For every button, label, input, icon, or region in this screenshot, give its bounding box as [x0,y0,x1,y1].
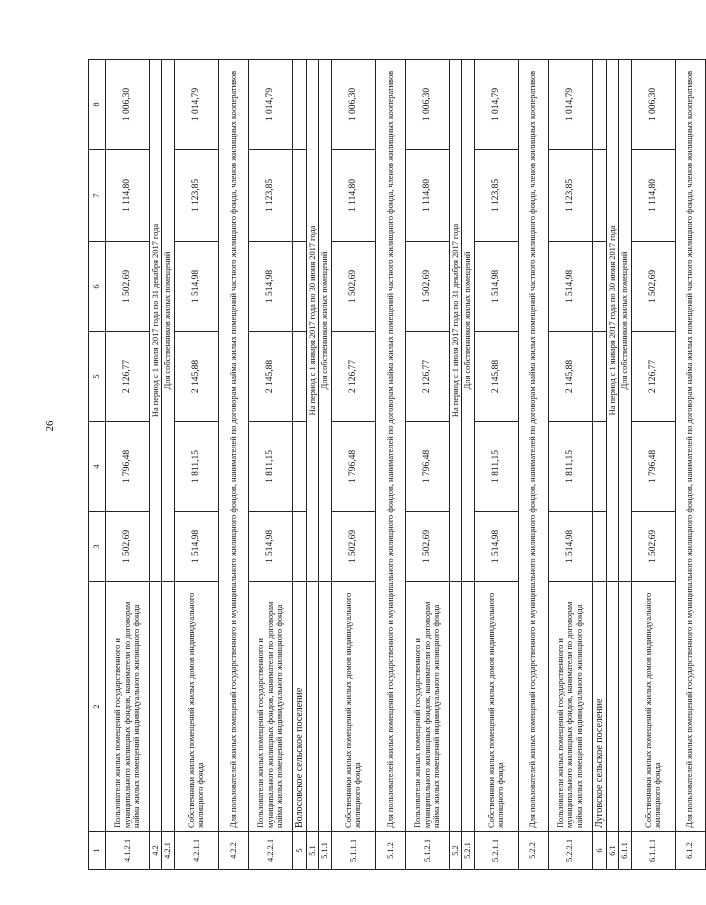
empty-cell [292,150,306,242]
table-row [606,60,618,870]
row-number: 4.2.1.1 [174,832,218,870]
table-row [174,60,218,870]
value-cell: 1 514,98 [174,242,218,332]
table-row [375,60,405,870]
value-cell: 2 145,88 [174,332,218,422]
value-cell: 1 114,80 [106,150,150,242]
row-number: 6.1 [606,832,618,870]
row-number: 4.2.2 [218,832,248,870]
value-cell: 1 502,69 [631,512,675,582]
empty-cell [592,512,606,582]
table-row [292,60,306,870]
table-row [218,60,248,870]
row-number: 6.1.1.1 [631,832,675,870]
value-cell: 1 502,69 [331,242,375,332]
row-text: Луговское сельское поселение [592,582,606,832]
row-text: Для собственников жилых помещений [162,60,174,582]
value-cell: 1 006,30 [331,60,375,150]
header-cell: 8 [89,60,106,150]
value-cell: 1 123,85 [474,150,518,242]
value-cell: 1 811,15 [474,422,518,512]
value-cell: 1 514,98 [248,512,292,582]
value-cell: 1 502,69 [631,242,675,332]
header-row [89,60,106,870]
table-row [474,60,518,870]
value-cell: 1 123,85 [174,150,218,242]
empty-cell [307,582,319,832]
empty-cell [292,512,306,582]
row-number: 5.1.2.1 [405,832,449,870]
value-cell: 1 502,69 [106,512,150,582]
value-cell: 1 811,15 [248,422,292,512]
row-text: Для собственников жилых помещений [319,60,331,582]
header-cell: 1 [89,832,106,870]
header-cell: 6 [89,242,106,332]
row-text: На период с 1 января 2017 года по 30 июня 2017 года [307,60,319,582]
value-cell: 1 796,48 [631,422,675,512]
value-cell: 1 006,30 [405,60,449,150]
empty-cell [292,332,306,422]
table-row [675,60,705,870]
value-cell: 1 796,48 [331,422,375,512]
row-text: Волосовское сельское поселение [292,582,306,832]
row-text: Для собственников жилых помещений [462,60,474,582]
empty-cell [292,242,306,332]
row-text: Собственники жилых помещений жилых домов индивидуального жилищного фонда [331,582,375,832]
value-cell: 1 502,69 [331,512,375,582]
row-number: 5.2.1 [462,832,474,870]
row-text: На период с 1 июля 2017 года по 31 декабря 2017 года [449,60,461,582]
value-cell: 1 811,15 [174,422,218,512]
table-row [162,60,174,870]
row-text: Для пользователей жилых помещений государственного и муниципального жилищного фондов, нанимателей по договорам найма жилых помещений частного жилищного фонда, членов жилищных кооперативов [218,60,248,832]
row-text: Пользователи жилых помещений государственного и муниципального жилищных фондов, наниматели по договорам найма жилых помещений индивидуального жилищного фонда [405,582,449,832]
row-number: 5.1.1.1 [331,832,375,870]
tariff-table [88,59,706,870]
row-number: 5.2.2.1 [548,832,592,870]
table-body [89,60,706,870]
value-cell: 1 514,98 [548,242,592,332]
row-number: 5.1.2 [375,832,405,870]
row-number: 4.2.1 [162,832,174,870]
table-row [307,60,319,870]
table-row [592,60,606,870]
row-text: Собственники жилых помещений жилых домов индивидуального жилищного фонда [174,582,218,832]
value-cell: 1 796,48 [405,422,449,512]
header-cell: 2 [89,582,106,832]
empty-cell [462,582,474,832]
value-cell: 1 502,69 [405,242,449,332]
row-number: 4.2.2.1 [248,832,292,870]
value-cell: 1 514,98 [548,512,592,582]
row-text: Пользователи жилых помещений государственного и муниципального жилищных фондов, наниматели по договорам найма жилых помещений индивидуального жилищного фонда [548,582,592,832]
table-row [462,60,474,870]
empty-cell [619,582,631,832]
table-row [248,60,292,870]
value-cell: 1 502,69 [405,512,449,582]
row-number: 5.2.2 [518,832,548,870]
value-cell: 2 126,77 [631,332,675,422]
value-cell: 2 126,77 [331,332,375,422]
value-cell: 1 796,48 [106,422,150,512]
value-cell: 2 126,77 [405,332,449,422]
value-cell: 1 006,30 [106,60,150,150]
row-text: Для собственников жилых помещений [619,60,631,582]
row-text: Пользователи жилых помещений государственного и муниципального жилищных фондов, наниматели по договорам найма жилых помещений индивидуального жилищного фонда [106,582,150,832]
table-row [106,60,150,870]
table-row [331,60,375,870]
row-text: Для пользователей жилых помещений государственного и муниципального жилищного фондов, нанимателей по договорам найма жилых помещений частного жилищного фонда, членов жилищных кооперативов [518,60,548,832]
empty-cell [150,582,162,832]
row-number: 5.1.1 [319,832,331,870]
empty-cell [592,60,606,150]
row-number: 4.1.2.1 [106,832,150,870]
row-number: 5 [292,832,306,870]
table-row [319,60,331,870]
header-cell: 5 [89,332,106,422]
table-row [631,60,675,870]
row-number: 5.2 [449,832,461,870]
table-row [150,60,162,870]
value-cell: 1 014,79 [474,60,518,150]
value-cell: 1 114,80 [405,150,449,242]
table-row [405,60,449,870]
row-text: Собственники жилых помещений жилых домов индивидуального жилищного фонда [474,582,518,832]
row-number: 6 [592,832,606,870]
empty-cell [592,242,606,332]
empty-cell [319,582,331,832]
row-text: Пользователи жилых помещений государственного и муниципального жилищных фондов, наниматели по договорам найма жилых помещений индивидуального жилищного фонда [248,582,292,832]
value-cell: 1 514,98 [174,512,218,582]
row-number: 4.2 [150,832,162,870]
row-number: 6.1.2 [675,832,705,870]
value-cell: 1 014,79 [248,60,292,150]
empty-cell [592,150,606,242]
value-cell: 2 145,88 [548,332,592,422]
value-cell: 2 145,88 [248,332,292,422]
table-row [449,60,461,870]
row-text: Для пользователей жилых помещений государственного и муниципального жилищного фондов, нанимателей по договорам найма жилых помещений частного жилищного фонда, членов жилищных кооперативов [375,60,405,832]
row-text: На период с 1 июля 2017 года по 31 декабря 2017 года [150,60,162,582]
value-cell: 1 114,80 [331,150,375,242]
table-row [619,60,631,870]
table-row [548,60,592,870]
header-cell: 7 [89,150,106,242]
value-cell: 1 123,85 [248,150,292,242]
value-cell: 2 145,88 [474,332,518,422]
tariff-table-container [88,60,695,870]
empty-cell [592,332,606,422]
value-cell: 1 014,79 [174,60,218,150]
value-cell: 1 514,98 [474,242,518,332]
row-text: Собственники жилых помещений жилых домов индивидуального жилищного фонда [631,582,675,832]
value-cell: 1 014,79 [548,60,592,150]
empty-cell [292,422,306,512]
row-number: 5.1 [307,832,319,870]
row-number: 6.1.1 [619,832,631,870]
value-cell: 1 514,98 [474,512,518,582]
value-cell: 1 502,69 [106,242,150,332]
value-cell: 1 811,15 [548,422,592,512]
row-text: Для пользователей жилых помещений государственного и муниципального жилищного фондов, нанимателей по договорам найма жилых помещений частного жилищного фонда, членов жилищных кооперативов [675,60,705,832]
header-cell: 3 [89,512,106,582]
page-number: 26 [44,420,56,432]
value-cell: 1 514,98 [248,242,292,332]
table-row [518,60,548,870]
row-number: 5.2.1.1 [474,832,518,870]
value-cell: 1 006,30 [631,60,675,150]
row-text: На период с 1 января 2017 года по 30 июня 2017 года [606,60,618,582]
empty-cell [606,582,618,832]
value-cell: 2 126,77 [106,332,150,422]
empty-cell [292,60,306,150]
empty-cell [449,582,461,832]
header-cell: 4 [89,422,106,512]
value-cell: 1 123,85 [548,150,592,242]
empty-cell [162,582,174,832]
value-cell: 1 114,80 [631,150,675,242]
empty-cell [592,422,606,512]
